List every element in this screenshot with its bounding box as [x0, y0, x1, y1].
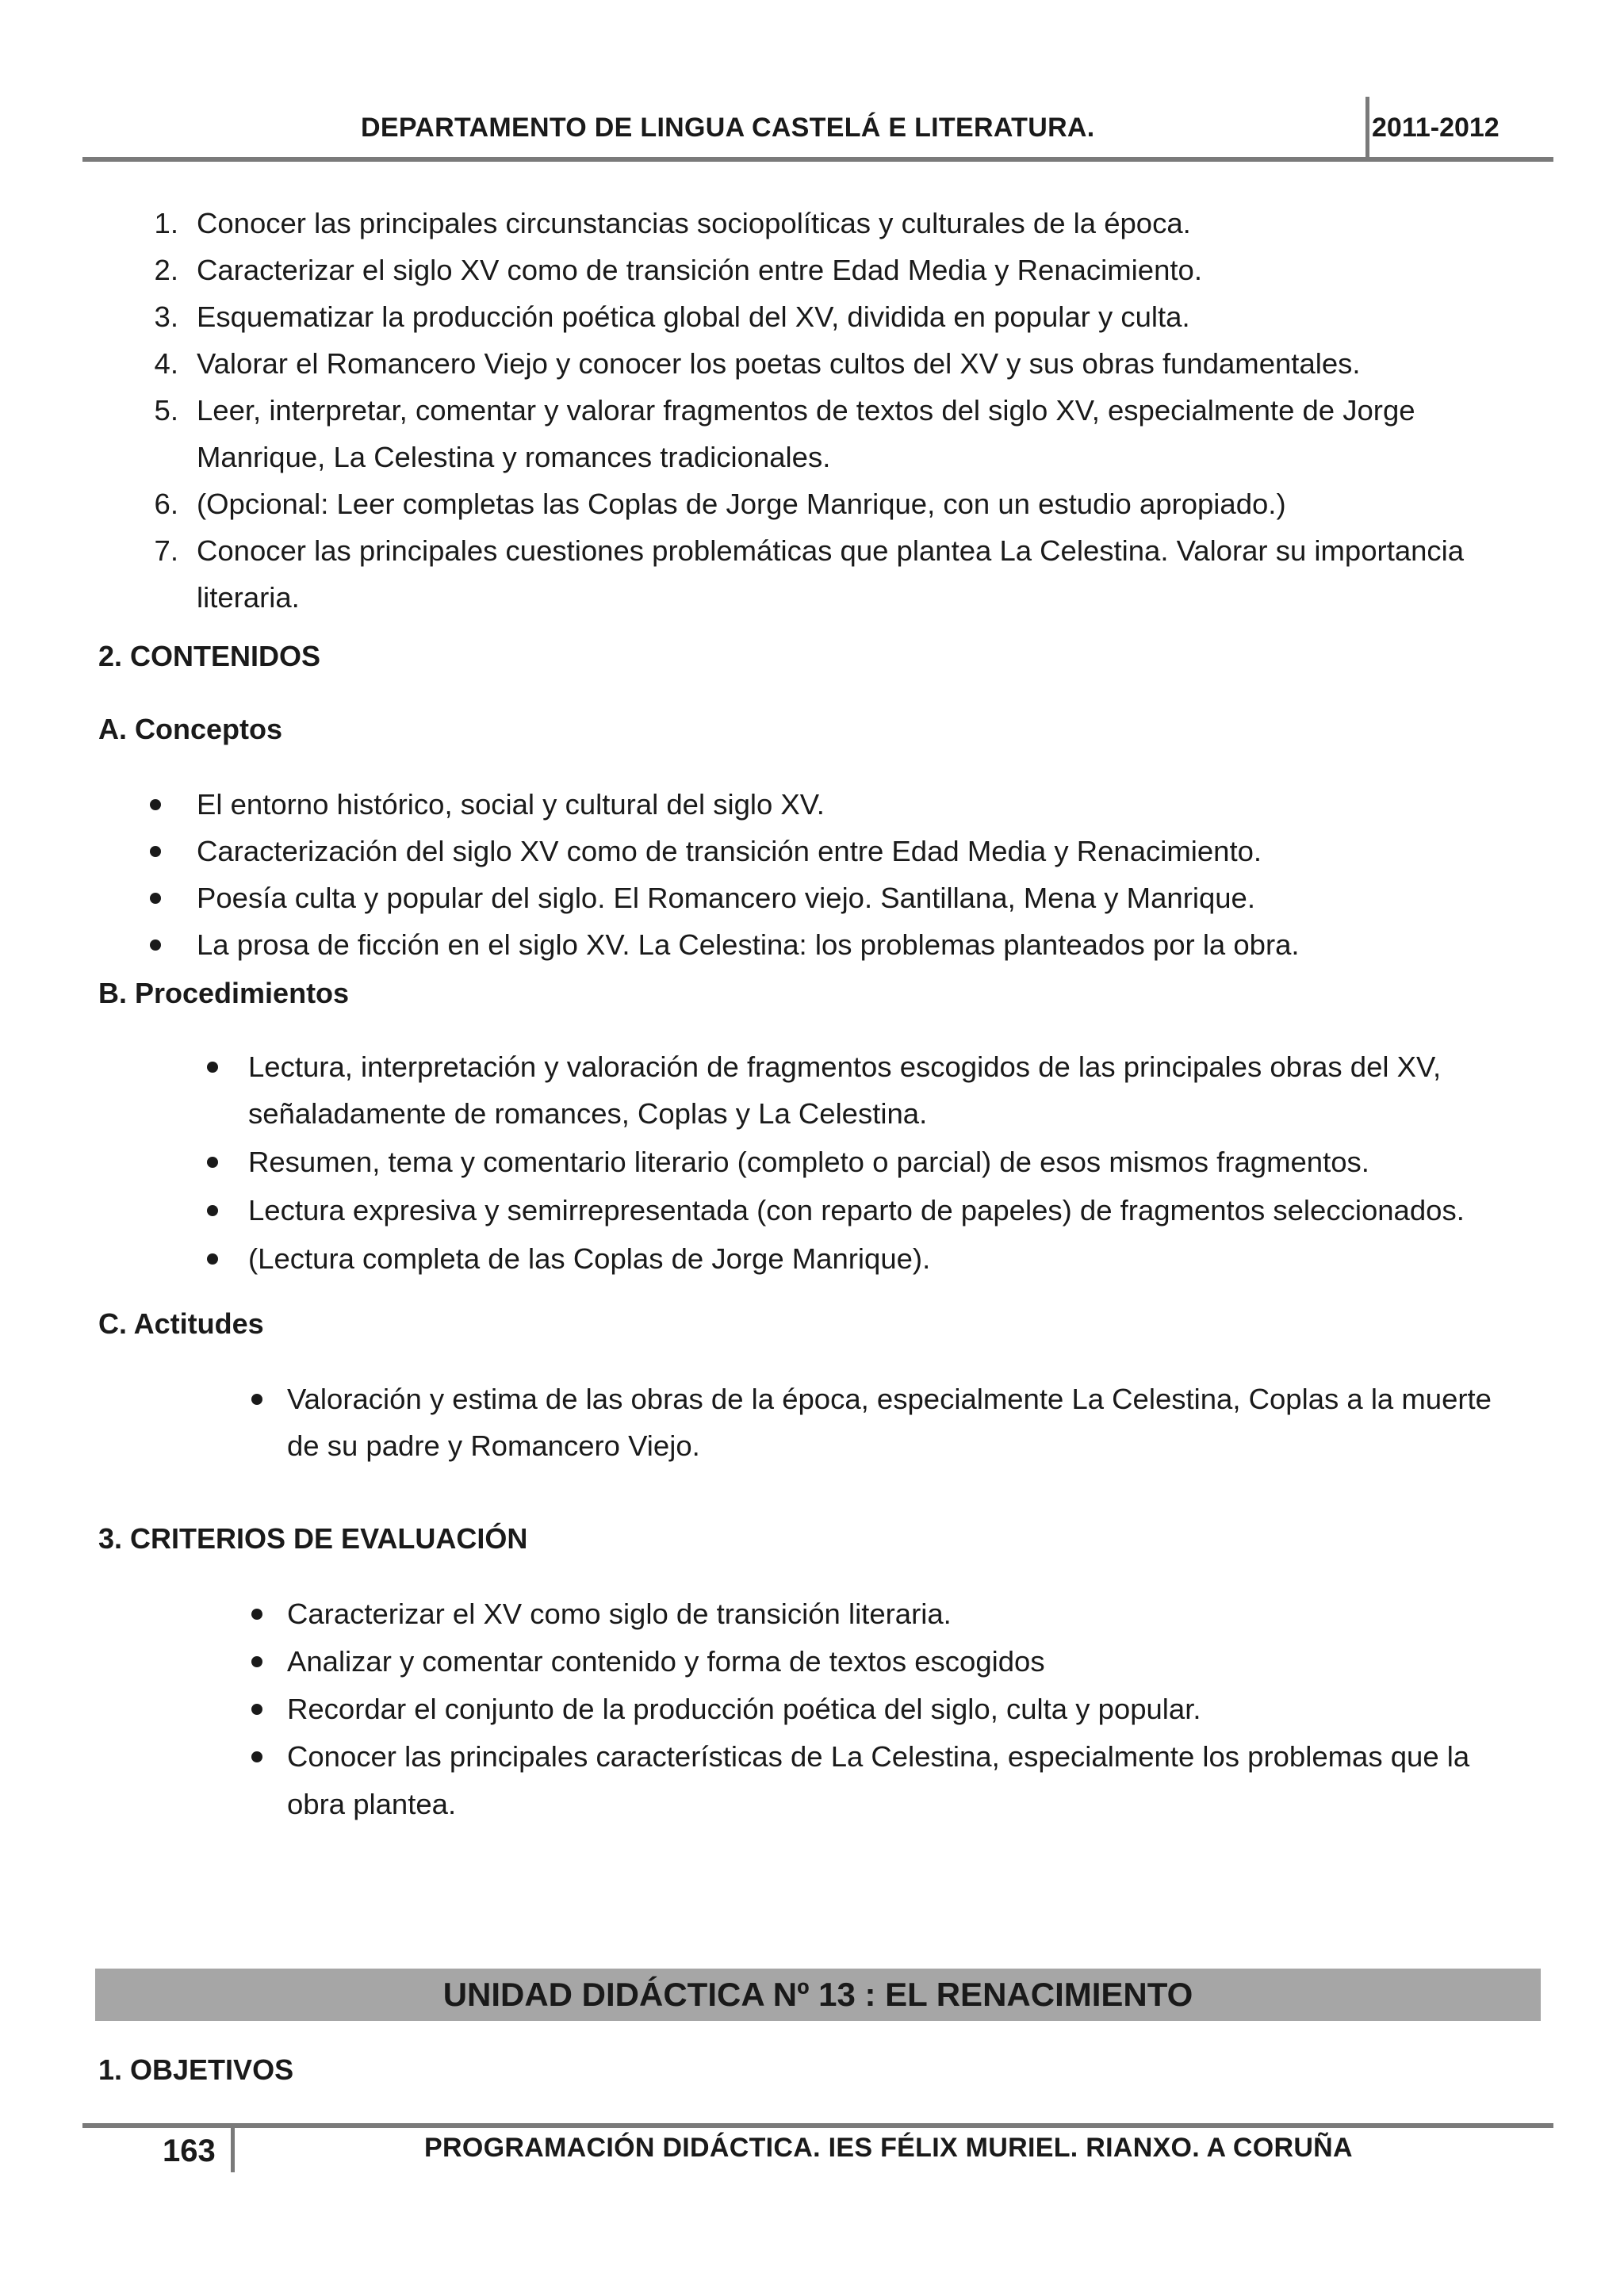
bullet-icon: [251, 1656, 262, 1667]
bullet-icon: [207, 1205, 218, 1216]
item-text: Conocer las principales características de La Celestina, especialmente los problemas que la: [287, 1740, 1470, 1773]
bullet-icon: [150, 893, 161, 904]
item-text: Valorar el Romancero Viejo y conocer los poetas cultos del XV y sus obras fundamentales.: [197, 347, 1361, 380]
item-text: obra plantea.: [287, 1788, 457, 1820]
item-number: 7.: [154, 534, 178, 567]
header-rule: [82, 157, 1553, 162]
item-text: (Lectura completa de las Coplas de Jorge Manrique).: [248, 1242, 931, 1275]
item-text: de su padre y Romancero Viejo.: [287, 1429, 700, 1462]
header-year: 2011-2012: [1372, 113, 1500, 143]
unit-title: UNIDAD DIDÁCTICA Nº 13 : EL RENACIMIENTO: [442, 1976, 1193, 2013]
item-text: Conocer las principales cuestiones problemáticas que plantea La Celestina. Valorar su importancia: [197, 534, 1465, 567]
bullet-icon: [251, 1704, 262, 1715]
section-heading-objetivos: 1. OBJETIVOS: [98, 2053, 294, 2086]
header-title: DEPARTAMENTO DE LINGUA CASTELÁ E LITERATURA.: [361, 113, 1095, 143]
item-text: Caracterización del siglo XV como de transición entre Edad Media y Renacimiento.: [197, 835, 1262, 867]
item-text: Caracterizar el XV como siglo de transición literaria.: [287, 1598, 952, 1630]
item-text: Resumen, tema y comentario literario (completo o parcial) de esos mismos fragmentos.: [248, 1146, 1369, 1178]
bullet-icon: [150, 846, 161, 857]
bullet-icon: [251, 1609, 262, 1620]
item-text: señaladamente de romances, Coplas y La Celestina.: [248, 1097, 928, 1130]
bullet-icon: [150, 939, 161, 951]
footer-text: PROGRAMACIÓN DIDÁCTICA. IES FÉLIX MURIEL. RIANXO. A CORUÑA: [424, 2133, 1353, 2163]
item-text: Esquematizar la producción poética global del XV, dividida en popular y culta.: [197, 300, 1190, 333]
item-text: La prosa de ficción en el siglo XV. La Celestina: los problemas planteados por la obra.: [197, 928, 1300, 961]
header-divider: [1365, 97, 1369, 160]
item-text: Manrique, La Celestina y romances tradicionales.: [197, 441, 831, 473]
item-number: 5.: [154, 394, 178, 427]
item-number: 4.: [154, 347, 178, 380]
item-text: Valoración y estima de las obras de la época, especialmente La Celestina, Coplas a la muerte: [287, 1383, 1492, 1415]
item-text: Poesía culta y popular del siglo. El Romancero viejo. Santillana, Mena y Manrique.: [197, 882, 1255, 914]
section-heading-contenidos: 2. CONTENIDOS: [98, 640, 321, 672]
subheading-procedimientos: B. Procedimientos: [98, 977, 350, 1009]
page-number: 163: [163, 2133, 216, 2168]
section-heading-criterios: 3. CRITERIOS DE EVALUACIÓN: [98, 1522, 528, 1555]
bullet-icon: [207, 1157, 218, 1168]
subheading-conceptos: A. Conceptos: [98, 713, 283, 745]
item-text: Conocer las principales circunstancias sociopolíticas y culturales de la época.: [197, 207, 1191, 239]
bullet-icon: [207, 1253, 218, 1265]
item-text: literaria.: [197, 581, 300, 614]
item-number: 2.: [154, 254, 178, 286]
item-text: (Opcional: Leer completas las Coplas de Jorge Manrique, con un estudio apropiado.): [197, 488, 1286, 520]
item-text: Caracterizar el siglo XV como de transición entre Edad Media y Renacimiento.: [197, 254, 1202, 286]
subheading-actitudes: C. Actitudes: [98, 1307, 264, 1340]
item-number: 6.: [154, 488, 178, 520]
item-text: Recordar el conjunto de la producción poética del siglo, culta y popular.: [287, 1693, 1201, 1725]
item-number: 3.: [154, 300, 178, 333]
bullet-icon: [207, 1062, 218, 1073]
item-text: El entorno histórico, social y cultural del siglo XV.: [197, 788, 825, 821]
item-number: 1.: [154, 207, 178, 239]
bullet-icon: [251, 1751, 262, 1762]
bullet-icon: [150, 799, 161, 810]
footer-divider: [231, 2126, 235, 2172]
item-text: Leer, interpretar, comentar y valorar fragmentos de textos del siglo XV, especialmente de Jorge: [197, 394, 1415, 427]
bullet-icon: [251, 1394, 262, 1405]
item-text: Lectura expresiva y semirrepresentada (con reparto de papeles) de fragmentos seleccionados.: [248, 1194, 1465, 1226]
item-text: Analizar y comentar contenido y forma de textos escogidos: [287, 1645, 1045, 1678]
item-text: Lectura, interpretación y valoración de fragmentos escogidos de las principales obras del XV,: [248, 1050, 1442, 1083]
